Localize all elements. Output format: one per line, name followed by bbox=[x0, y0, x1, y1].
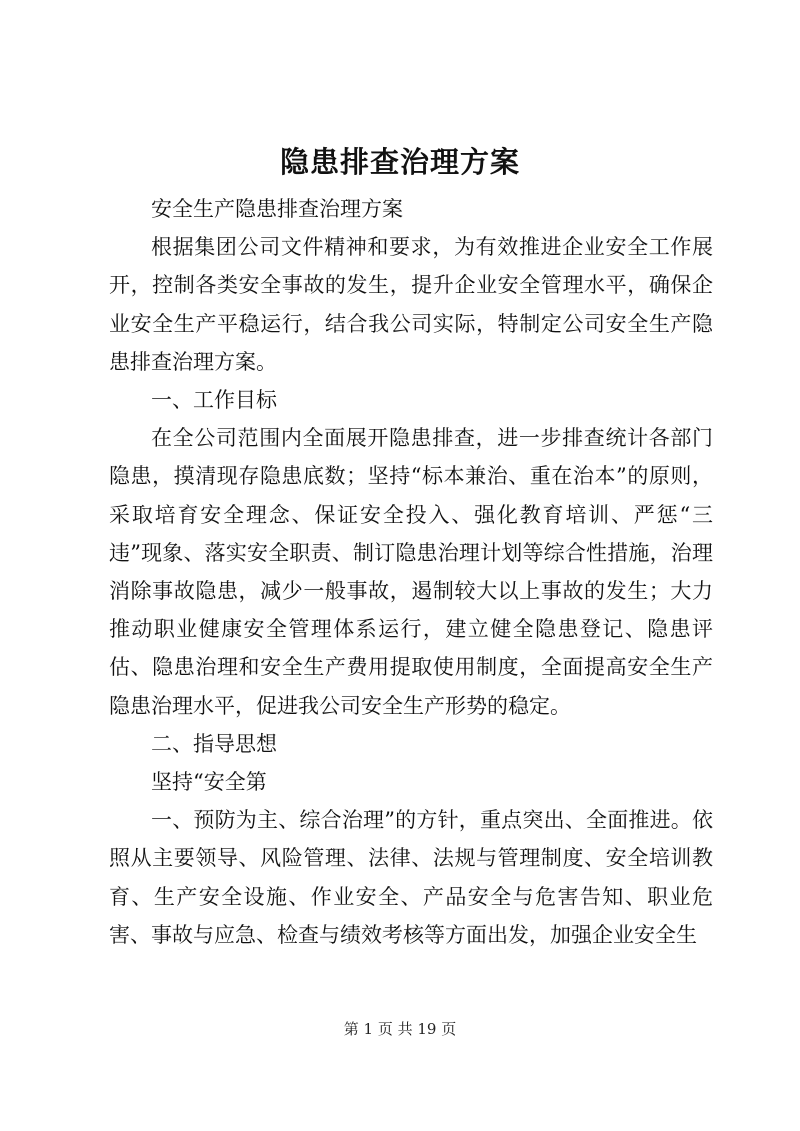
section-heading-guiding-thought: 二、指导思想 bbox=[151, 731, 277, 756]
paragraph-intro: 根据集团公司文件精神和要求，为有效推进企业安全工作展开，控制各类安全事故的发生，提升企业安全管理水平，确保企业安全生产平稳运行，结合我公司实际，特制定公司安全生产隐患排查治理方案。 bbox=[109, 235, 713, 374]
paragraph-guiding-body: 一、预防为主、综合治理”的方针，重点突出、全面推进。依照从主要领导、风险管理、法律、法规与管理制度、安全培训教育、生产安全设施、作业安全、产品安全与危害告知、职业危害、事故与应急、检查与绩效考核等方面出发，加强企业安全生 bbox=[109, 808, 713, 947]
document-title: 隐患排查治理方案 bbox=[279, 145, 520, 179]
page-number-footer: 第 1 页 共 19 页 bbox=[343, 1020, 457, 1038]
document-body bbox=[109, 190, 713, 954]
paragraph-goals: 在全公司范围内全面展开隐患排查，进一步排查统计各部门隐患，摸清现存隐患底数；坚持“标本兼治、重在治本”的原则，采取培育安全理念、保证安全投入、强化教育培训、严惩“三违”现象、落实安全职责、制订隐患治理计划等综合性措施，治理消除事故隐患，减少一般事故，遏制较大以上事故的发生；大力推动职业健康安全管理体系运行，建立健全隐患登记、隐患评估、隐患治理和安全生产费用提取使用制度，全面提高安全生产隐患治理水平，促进我公司安全生产形势的稳定。 bbox=[109, 426, 713, 718]
paragraph-subtitle: 安全生产隐患排查治理方案 bbox=[151, 197, 403, 221]
paragraph-guiding-start: 坚持“安全第 bbox=[151, 770, 267, 795]
section-heading-goals: 一、工作目标 bbox=[151, 388, 277, 413]
